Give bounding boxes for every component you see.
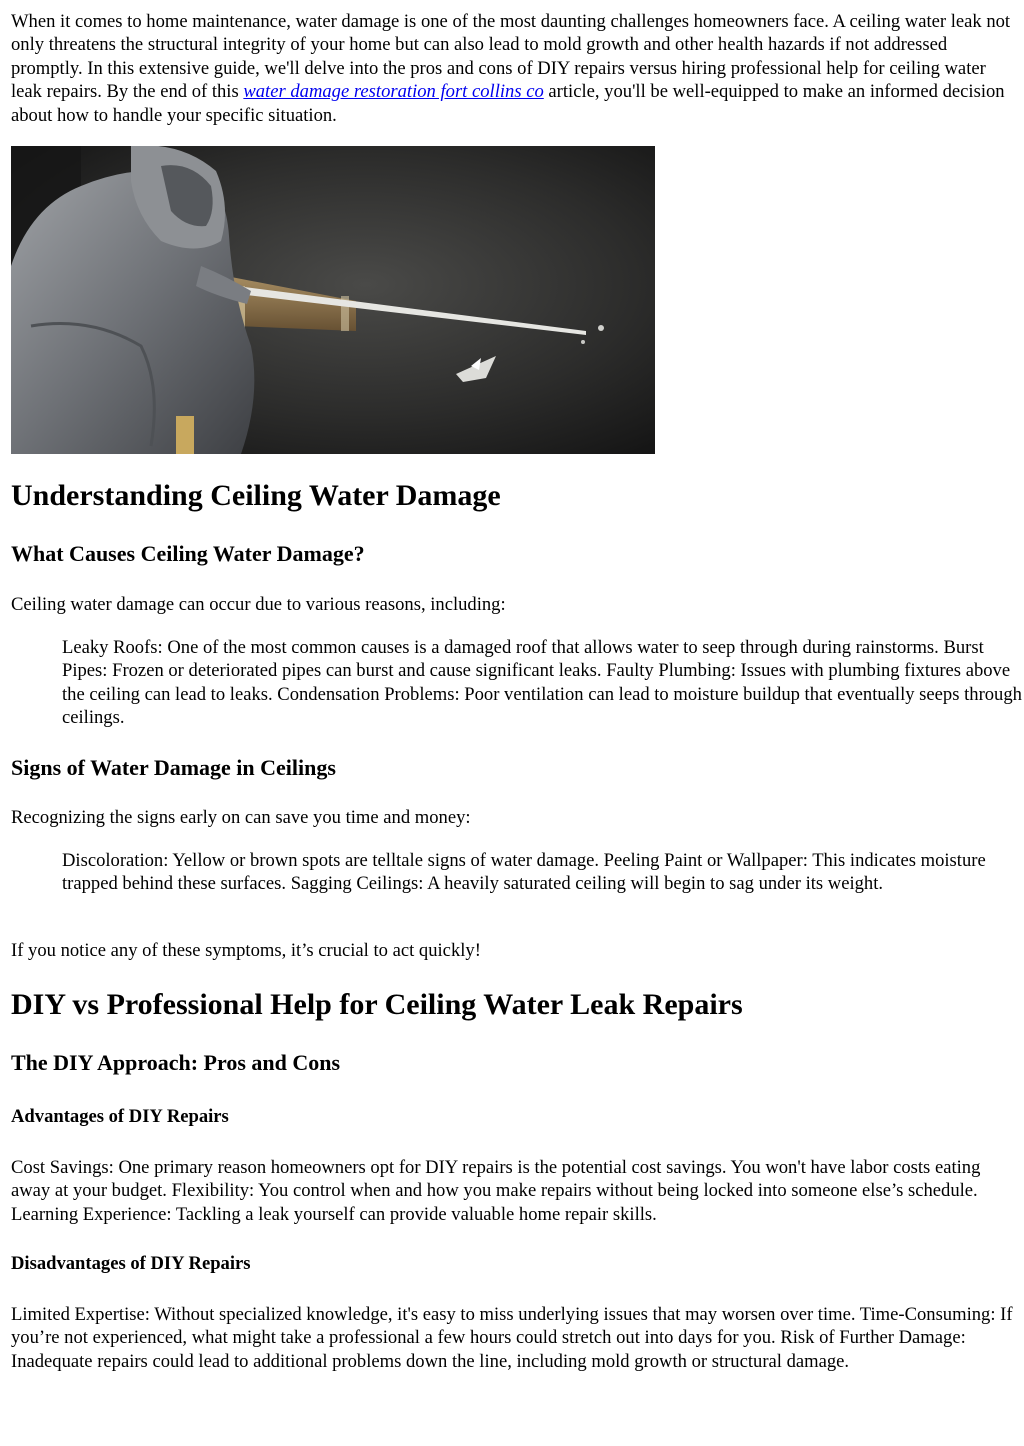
subheading-disadvantages: Disadvantages of DIY Repairs: [11, 1253, 251, 1274]
disadvantages-paragraph: Limited Expertise: Without specialized knowledge, it's easy to miss underlying issues that may worsen over time. Time-Consuming: If you’re not experienced, what might take a professional a few hours could stretch out into days for you. Risk of Further Damage: Inadequate repairs could lead to additional problems down the line, including mold growth or structural damage.: [11, 1304, 1013, 1372]
section-heading-understanding: Understanding Ceiling Water Damage: [11, 479, 501, 512]
subheading-advantages: Advantages of DIY Repairs: [11, 1106, 229, 1127]
intro-text-after-link: article, you'll be well-equipped to make an informed decision about how to handle your specific situation.: [11, 81, 1005, 126]
subheading-causes: What Causes Ceiling Water Damage?: [11, 541, 365, 566]
causes-list-blockquote: Leaky Roofs: One of the most common causes is a damaged roof that allows water to seep through during rainstorms. Burst Pipes: Frozen or deteriorated pipes can burst and cause significant leaks. Faulty Plumbing: Issues with plumbing fixtures above the ceiling can lead to leaks. Condensation Problems: Poor ventilation can lead to moisture buildup that eventually seeps through ceilings.: [62, 637, 1022, 729]
hero-image: [11, 146, 655, 454]
signs-lead-paragraph: Recognizing the signs early on can save you time and money:: [11, 807, 471, 828]
signs-closing-paragraph: If you notice any of these symptoms, it’s crucial to act quickly!: [11, 940, 481, 961]
signs-list-blockquote: Discoloration: Yellow or brown spots are telltale signs of water damage. Peeling Paint or Wallpaper: This indicates moisture trapped behind these surfaces. Sagging Ceilings: A heavily saturated ceiling will begin to sag under its weight.: [62, 850, 986, 895]
advantages-paragraph: Cost Savings: One primary reason homeowners opt for DIY repairs is the potential cost savings. You won't have labor costs eating away at your budget. Flexibility: You control when and how you make repairs without being locked into someone else’s schedule. Learning Experience: Tackling a leak yourself can provide valuable home repair skills.: [11, 1157, 981, 1225]
subheading-diy-approach: The DIY Approach: Pros and Cons: [11, 1050, 341, 1075]
causes-lead-paragraph: Ceiling water damage can occur due to various reasons, including:: [11, 594, 506, 615]
restoration-link[interactable]: water damage restoration fort collins co: [243, 81, 544, 103]
subheading-signs: Signs of Water Damage in Ceilings: [11, 755, 336, 780]
intro-paragraph: [11, 10, 1015, 127]
intro-text-before-link: When it comes to home maintenance, water damage is one of the most daunting challenges homeowners face. A ceiling water leak not only threatens the structural integrity of your home but can also lead to mold growth and other health hazards if not addressed promptly. In this extensive guide, we'll delve into the pros and cons of DIY repairs versus hiring professional help for ceiling water leak repairs. By the end of this: [11, 11, 1011, 103]
worker-scraping-ceiling-illustration: [11, 146, 655, 454]
section-heading-diy-vs-professional: DIY vs Professional Help for Ceiling Water Leak Repairs: [11, 988, 743, 1021]
